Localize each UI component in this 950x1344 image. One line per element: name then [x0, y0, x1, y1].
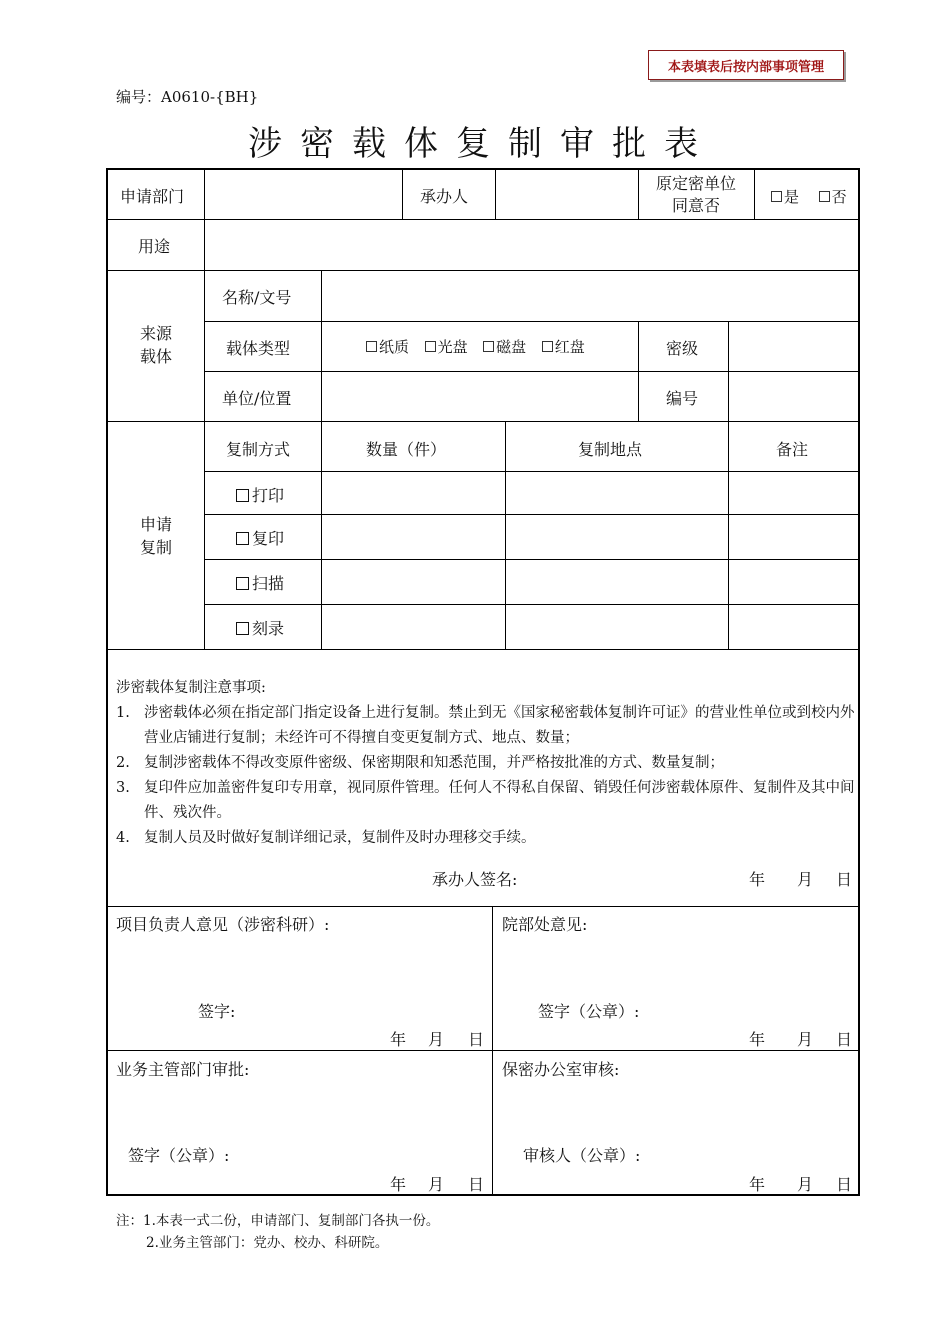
dept-office-opinion-label: 院部处意见: — [502, 915, 588, 934]
footnote-1: 注：1.本表一式二份，申请部门、复制部门各执一份。 — [116, 1213, 440, 1229]
quantity-header: 数量（件） — [366, 440, 447, 459]
number-label: 编号 — [666, 389, 699, 408]
print-option[interactable]: 打印 — [236, 483, 284, 506]
applicant-dept-label: 申请部门 — [120, 187, 185, 206]
orig-unit-agree-label: 原定密单位 同意否 — [655, 174, 736, 215]
footnotes — [116, 1210, 439, 1254]
paper-checkbox[interactable] — [366, 341, 377, 352]
security-office-reviewer-label: 审核人（公章）: — [523, 1146, 641, 1165]
security-office-month: 月 — [797, 1175, 814, 1194]
burn-option[interactable]: 刻录 — [236, 616, 284, 639]
project-leader-sign-label: 签字: — [198, 1002, 236, 1021]
copy-notes — [116, 676, 856, 851]
internal-management-stamp: 本表填表后按内部事项管理 — [648, 50, 844, 80]
security-office-day: 日 — [836, 1175, 853, 1194]
source-carrier-label: 来源 载体 — [139, 324, 172, 366]
handler-sign-month: 月 — [797, 870, 814, 889]
magnetic-disk-checkbox[interactable] — [483, 341, 494, 352]
note-item: 2. 复制涉密载体不得改变原件密级、保密期限和知悉范围，并严格按批准的方式、数量复制； — [116, 755, 724, 771]
dept-office-sign-label: 签字（公章）: — [538, 1002, 640, 1021]
business-dept-month: 月 — [428, 1175, 445, 1194]
burn-checkbox[interactable] — [236, 622, 249, 635]
project-leader-opinion-label: 项目负责人意见（涉密科研）: — [116, 915, 330, 934]
red-disk-checkbox[interactable] — [542, 341, 553, 352]
dept-office-month: 月 — [797, 1030, 814, 1049]
footnote-2: 2.业务主管部门：党办、校办、科研院。 — [146, 1235, 389, 1251]
business-dept-year: 年 — [390, 1175, 407, 1194]
handler-sign-year: 年 — [749, 870, 766, 889]
dept-office-day: 日 — [836, 1030, 853, 1049]
no-checkbox[interactable] — [819, 191, 830, 202]
note-item: 4. 复制人员及时做好复制详细记录，复制件及时办理移交手续。 — [116, 830, 536, 846]
unit-location-label: 单位/位置 — [222, 389, 292, 408]
remarks-header: 备注 — [776, 440, 809, 459]
security-office-year: 年 — [749, 1175, 766, 1194]
purpose-label: 用途 — [138, 237, 171, 256]
business-dept-day: 日 — [468, 1175, 485, 1194]
scan-checkbox[interactable] — [236, 577, 249, 590]
notes-heading: 涉密载体复制注意事项: — [116, 680, 266, 696]
scan-option[interactable]: 扫描 — [236, 571, 284, 594]
project-leader-year: 年 — [390, 1030, 407, 1049]
carrier-type-options: 纸质 光盘 磁盘 红盘 — [366, 336, 585, 357]
photocopy-checkbox[interactable] — [236, 532, 249, 545]
handler-label: 承办人 — [420, 187, 469, 206]
dept-office-year: 年 — [749, 1030, 766, 1049]
optical-disc-checkbox[interactable] — [425, 341, 436, 352]
project-leader-month: 月 — [428, 1030, 445, 1049]
document-number: 编号：A0610-{BH} — [116, 88, 259, 106]
page-title: 涉密载体复制审批表 — [248, 124, 716, 164]
yes-checkbox[interactable] — [771, 191, 782, 202]
copy-method-header: 复制方式 — [226, 440, 291, 459]
business-dept-sign-label: 签字（公章）: — [128, 1146, 230, 1165]
business-dept-approval-label: 业务主管部门审批: — [116, 1060, 250, 1079]
photocopy-option[interactable]: 复印 — [236, 526, 284, 549]
handler-signature-label: 承办人签名: — [432, 870, 518, 889]
note-item: 3. 复印件应加盖密件复印专用章，视同原件管理。任何人不得私自保留、销毁任何涉密载体原件、复制件及其中间件、残次件。 — [116, 780, 855, 821]
note-item: 1. 涉密载体必须在指定部门指定设备上进行复制。禁止到无《国家秘密载体复制许可证》的营业性单位或到校内外营业店铺进行复制；未经许可不得擅自变更复制方式、地点、数量； — [116, 705, 855, 746]
secret-level-label: 密级 — [666, 339, 699, 358]
apply-copy-label: 申请 复制 — [139, 515, 172, 557]
copy-location-header: 复制地点 — [578, 440, 643, 459]
print-checkbox[interactable] — [236, 489, 249, 502]
carrier-type-label: 载体类型 — [226, 339, 291, 358]
project-leader-day: 日 — [468, 1030, 485, 1049]
agree-options: 是 否 — [771, 186, 847, 207]
handler-sign-day: 日 — [836, 870, 853, 889]
name-docno-label: 名称/文号 — [222, 288, 292, 307]
security-office-review-label: 保密办公室审核: — [502, 1060, 620, 1079]
